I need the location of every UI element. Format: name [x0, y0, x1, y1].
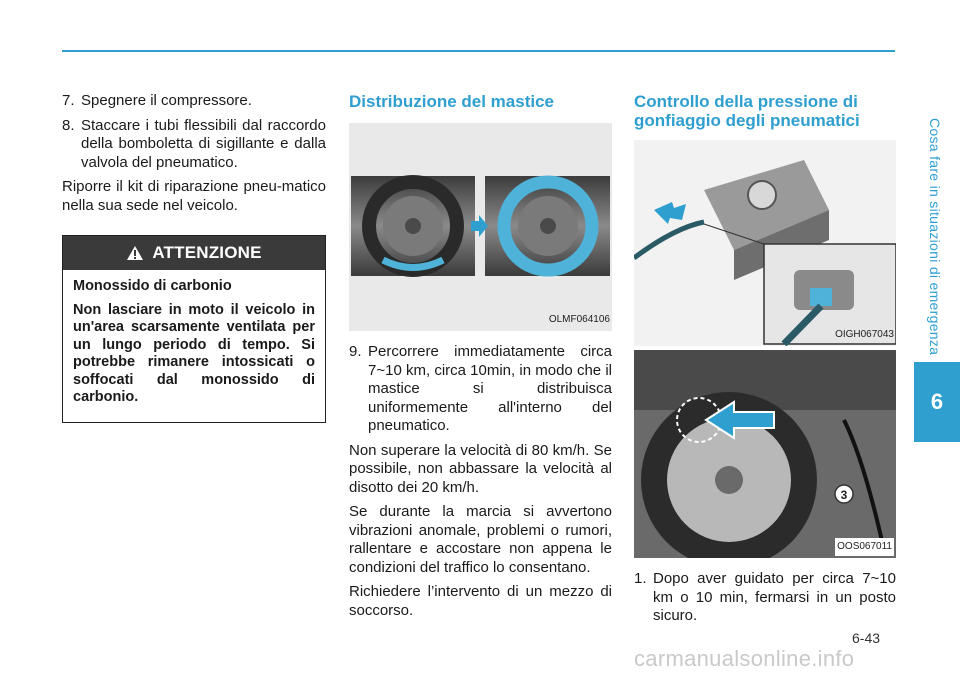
step-1: [634, 570, 896, 626]
step-9: [349, 343, 612, 436]
step-number: 9.: [349, 343, 362, 360]
step-text: Percorrere immediatamente circa 7~10 km, circa 10min, in modo che il mastice si distribuisca uniformemente all'interno del pneumatico.: [368, 343, 612, 434]
column-1: [62, 92, 326, 423]
warning-header: [63, 236, 325, 270]
step-7: [62, 92, 326, 111]
header-rule: [62, 50, 895, 52]
warning-body: [63, 270, 325, 422]
compressor-hose-illustration: [634, 140, 896, 346]
section-title-pressure: [634, 92, 896, 130]
warning-text: Non lasciare in moto il veicolo in un'area scarsamente ventilata per un lungo periodo di tempo. Si potrebbe rimanere intossicati o soffocati dal monossido di carbonio.: [73, 301, 315, 405]
image-code: OIGH067043: [835, 328, 894, 340]
warning-subtitle: Monossido di carbonio: [73, 278, 232, 294]
sealant-distribution-figure: [349, 123, 612, 331]
wheel-valve-figure: [634, 350, 896, 558]
step-number: 8.: [62, 116, 75, 134]
assistance-paragraph: Richiedere l’intervento di un mezzo di soccorso.: [349, 583, 612, 619]
step-8: [62, 117, 326, 173]
compressor-figure: [634, 140, 896, 346]
step-text: Dopo aver guidato per circa 7~10 km o 10 min, fermarsi in un posto sicuro.: [653, 570, 896, 624]
image-code: OOS067011: [835, 538, 894, 557]
warning-title: ATTENZIONE: [152, 242, 262, 262]
watermark: carmanualsonline.info: [634, 646, 855, 671]
section-title-line2: gonfiaggio degli pneumatici: [634, 111, 860, 130]
chapter-side-title: Cosa fare in situazioni di emergenza: [927, 118, 943, 356]
callout-number: 3: [840, 488, 848, 502]
column-3: [634, 92, 896, 632]
warning-box: [62, 235, 326, 423]
column-2: [349, 92, 612, 626]
vibration-paragraph: Se durante la marcia si avvertono vibrazioni anomale, problemi o rumori, rallentare e accostare non appena le condizioni del traffico lo consentano.: [349, 503, 612, 576]
wheel-valve-illustration: [634, 350, 896, 558]
step-text: Spegnere il compressore.: [81, 92, 252, 109]
section-title-sealant: Distribuzione del mastice: [349, 92, 554, 111]
step-number: 1.: [634, 570, 647, 587]
chapter-tab: 6: [914, 362, 960, 442]
step-number: 7.: [62, 92, 75, 109]
tyre-sealant-illustration: [349, 123, 612, 331]
page-number: 6-43: [852, 630, 881, 646]
section-title-line1: Controllo della pressione di: [634, 92, 858, 111]
warning-triangle-icon: [126, 245, 144, 261]
speed-paragraph: Non superare la velocità di 80 km/h. Se possibile, non abbassare la velocità al disotto dei 20 km/h.: [349, 441, 612, 496]
step-text: Staccare i tubi flessibili dal raccordo della bomboletta di sigillante e dalla valvola del pneumatico.: [81, 116, 326, 171]
storage-paragraph: Riporre il kit di riparazione pneu-matico nella sua sede nel veicolo.: [62, 178, 326, 214]
image-code: OLMF064106: [548, 313, 610, 325]
